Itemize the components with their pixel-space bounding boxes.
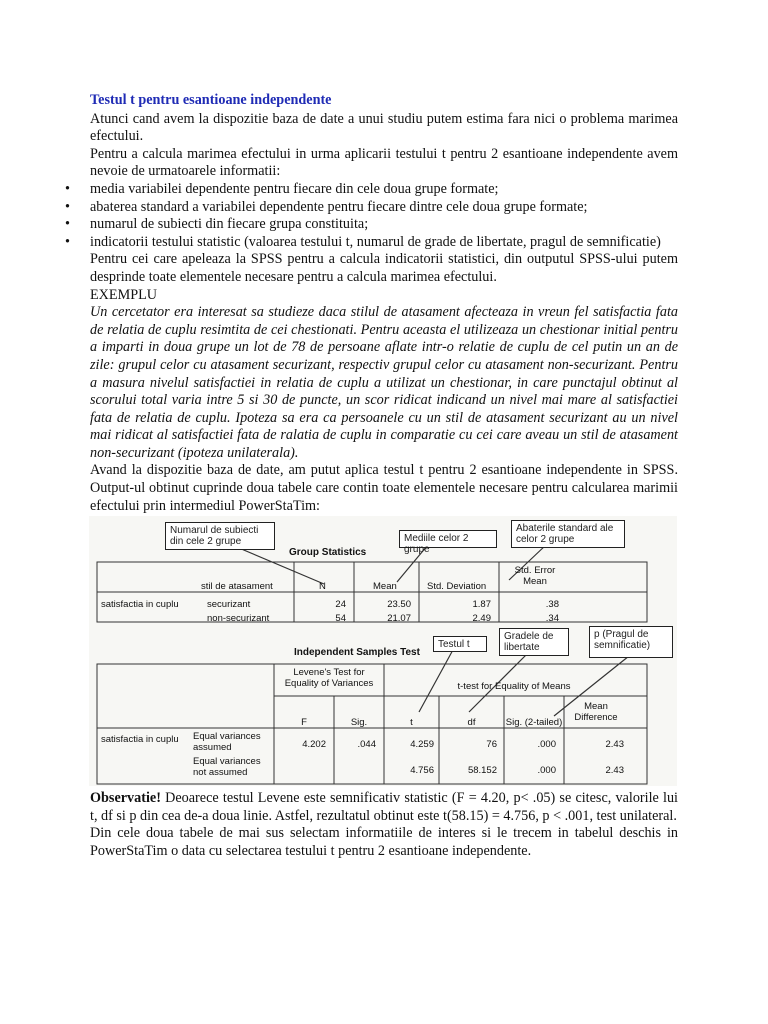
table-cell: 23.50 bbox=[387, 599, 411, 611]
independent-test-title: Independent Samples Test bbox=[294, 647, 420, 659]
observation-text: Deoarece testul Levene este semnificativ statistic (F = 4.20, p< .05) se citesc, valorile lui t, df si p din cea de-a doua linie. Astfel, rezultatul obtinut este t(58.15) = 4.756, p < .001, test unilateral. bbox=[90, 790, 678, 824]
col-header: F bbox=[301, 717, 307, 729]
callout-sample-size: Numarul de subiecti din cele 2 grupe bbox=[165, 522, 275, 550]
variable-label: satisfactia in cuplu bbox=[101, 599, 179, 611]
paragraph-intro: Atunci cand avem la dispozitie baza de date a unui studiu putem estima fara nici o problema marimea efectului. bbox=[90, 110, 678, 145]
callout-std-dev: Abaterile standard ale celor 2 grupe bbox=[511, 520, 625, 548]
spss-output-figure bbox=[89, 516, 677, 786]
col-header: Mean bbox=[373, 581, 397, 593]
table-cell: 2.43 bbox=[605, 765, 624, 777]
callout-means: Mediile celor 2 grupe bbox=[399, 530, 497, 548]
observation-paragraph bbox=[90, 790, 678, 825]
col-header: t bbox=[410, 717, 413, 729]
table-cell: .000 bbox=[537, 739, 556, 751]
table-cell: 58.152 bbox=[467, 765, 497, 777]
col-header: Std. Deviation bbox=[427, 581, 487, 593]
example-label: EXEMPLU bbox=[90, 286, 157, 303]
document-page bbox=[65, 92, 678, 861]
col-header: stil de atasament bbox=[201, 581, 273, 593]
col-header: Sig. (2-tailed) bbox=[505, 717, 563, 729]
col-header: N bbox=[319, 581, 326, 593]
variable-label: satisfactia in cuplu bbox=[101, 734, 179, 746]
table-cell: 2.49 bbox=[472, 613, 491, 625]
col-header: Sig. bbox=[350, 717, 368, 729]
list-item: • numarul de subiecti din fiecare grupa constituita; bbox=[65, 216, 369, 233]
col-header: df bbox=[467, 717, 476, 729]
table-cell: 21.07 bbox=[387, 613, 411, 625]
table-cell: non-securizant bbox=[207, 613, 270, 625]
table-cell: Equal variances not assumed bbox=[193, 756, 261, 779]
table-cell: 2.43 bbox=[605, 739, 624, 751]
list-item: • abaterea standard a variabilei dependente pentru fiecare dintre cele doua grupe formate; bbox=[65, 198, 588, 215]
ttest-header: t-test for Equality of Means bbox=[457, 681, 571, 693]
table-cell: 24 bbox=[335, 599, 346, 611]
table-cell: 4.756 bbox=[410, 765, 434, 777]
section-heading: Testul t pentru esantioane independente bbox=[90, 92, 332, 108]
col-header: Std. Error Mean bbox=[514, 565, 556, 588]
table-cell: 4.259 bbox=[410, 739, 434, 751]
table-cell: .34 bbox=[545, 613, 559, 625]
table-cell: .044 bbox=[357, 739, 376, 751]
paragraph-output: Avand la dispozitie baza de date, am putut aplica testul t pentru 2 esantioane independente in SPSS. Output-ul obtinut cuprinde doua tabele care contin toate elementele necesare pentru calcularea marimii efectului prin intermediul PowerStaTim: bbox=[90, 462, 678, 514]
table-cell: 1.87 bbox=[472, 599, 491, 611]
table-cell: .38 bbox=[545, 599, 559, 611]
list-item: • media variabilei dependente pentru fiecare din cele doua grupe formate; bbox=[65, 180, 499, 197]
requirements-list bbox=[65, 180, 678, 251]
paragraph-requirements: Pentru a calcula marimea efectului in urma aplicarii testului t pentru 2 esantioane independente avem nevoie de urmatoarele informatii: bbox=[90, 145, 678, 180]
callout-t-test: Testul t bbox=[433, 636, 487, 652]
table-cell: securizant bbox=[207, 599, 251, 611]
list-item: • indicatorii testului statistic (valoarea testului t, numarul de grade de libertate, pragul de semnificatie) bbox=[65, 233, 661, 250]
col-header: Mean Difference bbox=[574, 701, 618, 724]
paragraph-closing: Din cele doua tabele de mai sus selectam informatiile de interes si le trecem in tabelul deschis in PowerStaTim o data cu selectarea testului t pentru 2 esantioane independente. bbox=[90, 825, 678, 860]
table-cell: 76 bbox=[486, 739, 497, 751]
example-text: Un cercetator era interesat sa studieze daca stilul de atasament afecteaza in vreun fel satisfactia fata de relatia de cuplu resimtita de cei chestionati. Pentru aceasta el utilizeaza un chestionar initial pentru a imparti in doua grupe un lot de 78 de persoane aflate intr-o relatie de cuplu de cel putin un an de zile: grupul celor cu atasament securizant, respectiv grupul celor cu atasament non-securizant. Pentru a masura nivelul satisfactiei in relatia de cuplu a utilizat un chestionar, in care punctajul obtinut al scorului total varia intre 5 si 30 de puncte, un scor ridicat indicand un nivel mai mare al satisfactiei fata de relatia de cuplu. Ipoteza sa era ca persoanele cu un stil de atasament securizant au un nivel mai ridicat al satisfactiei fata de ralatia de cuplu in comparatie cu cei care aveau un stil de atasament non-securizant (ipoteza unilaterala). bbox=[90, 304, 678, 461]
paragraph-spss: Pentru cei care apeleaza la SPSS pentru a calcula indicatorii statistici, din outputul SPSS-ului putem desprinde toate elementele necesare pentru a calcula marimea efectului. bbox=[90, 251, 678, 285]
observation-title: Observatie! bbox=[90, 790, 161, 807]
group-statistics-table bbox=[89, 516, 677, 786]
levene-header: Levene's Test for Equality of Variances bbox=[284, 667, 374, 690]
table-cell: Equal variances assumed bbox=[193, 731, 261, 754]
callout-df: Gradele de libertate bbox=[499, 628, 569, 656]
group-stats-title: Group Statistics bbox=[289, 547, 367, 559]
callout-p-value: p (Pragul de semnificatie) bbox=[589, 626, 673, 658]
table-cell: 4.202 bbox=[302, 739, 326, 751]
table-cell: 54 bbox=[335, 613, 346, 625]
table-cell: .000 bbox=[537, 765, 556, 777]
